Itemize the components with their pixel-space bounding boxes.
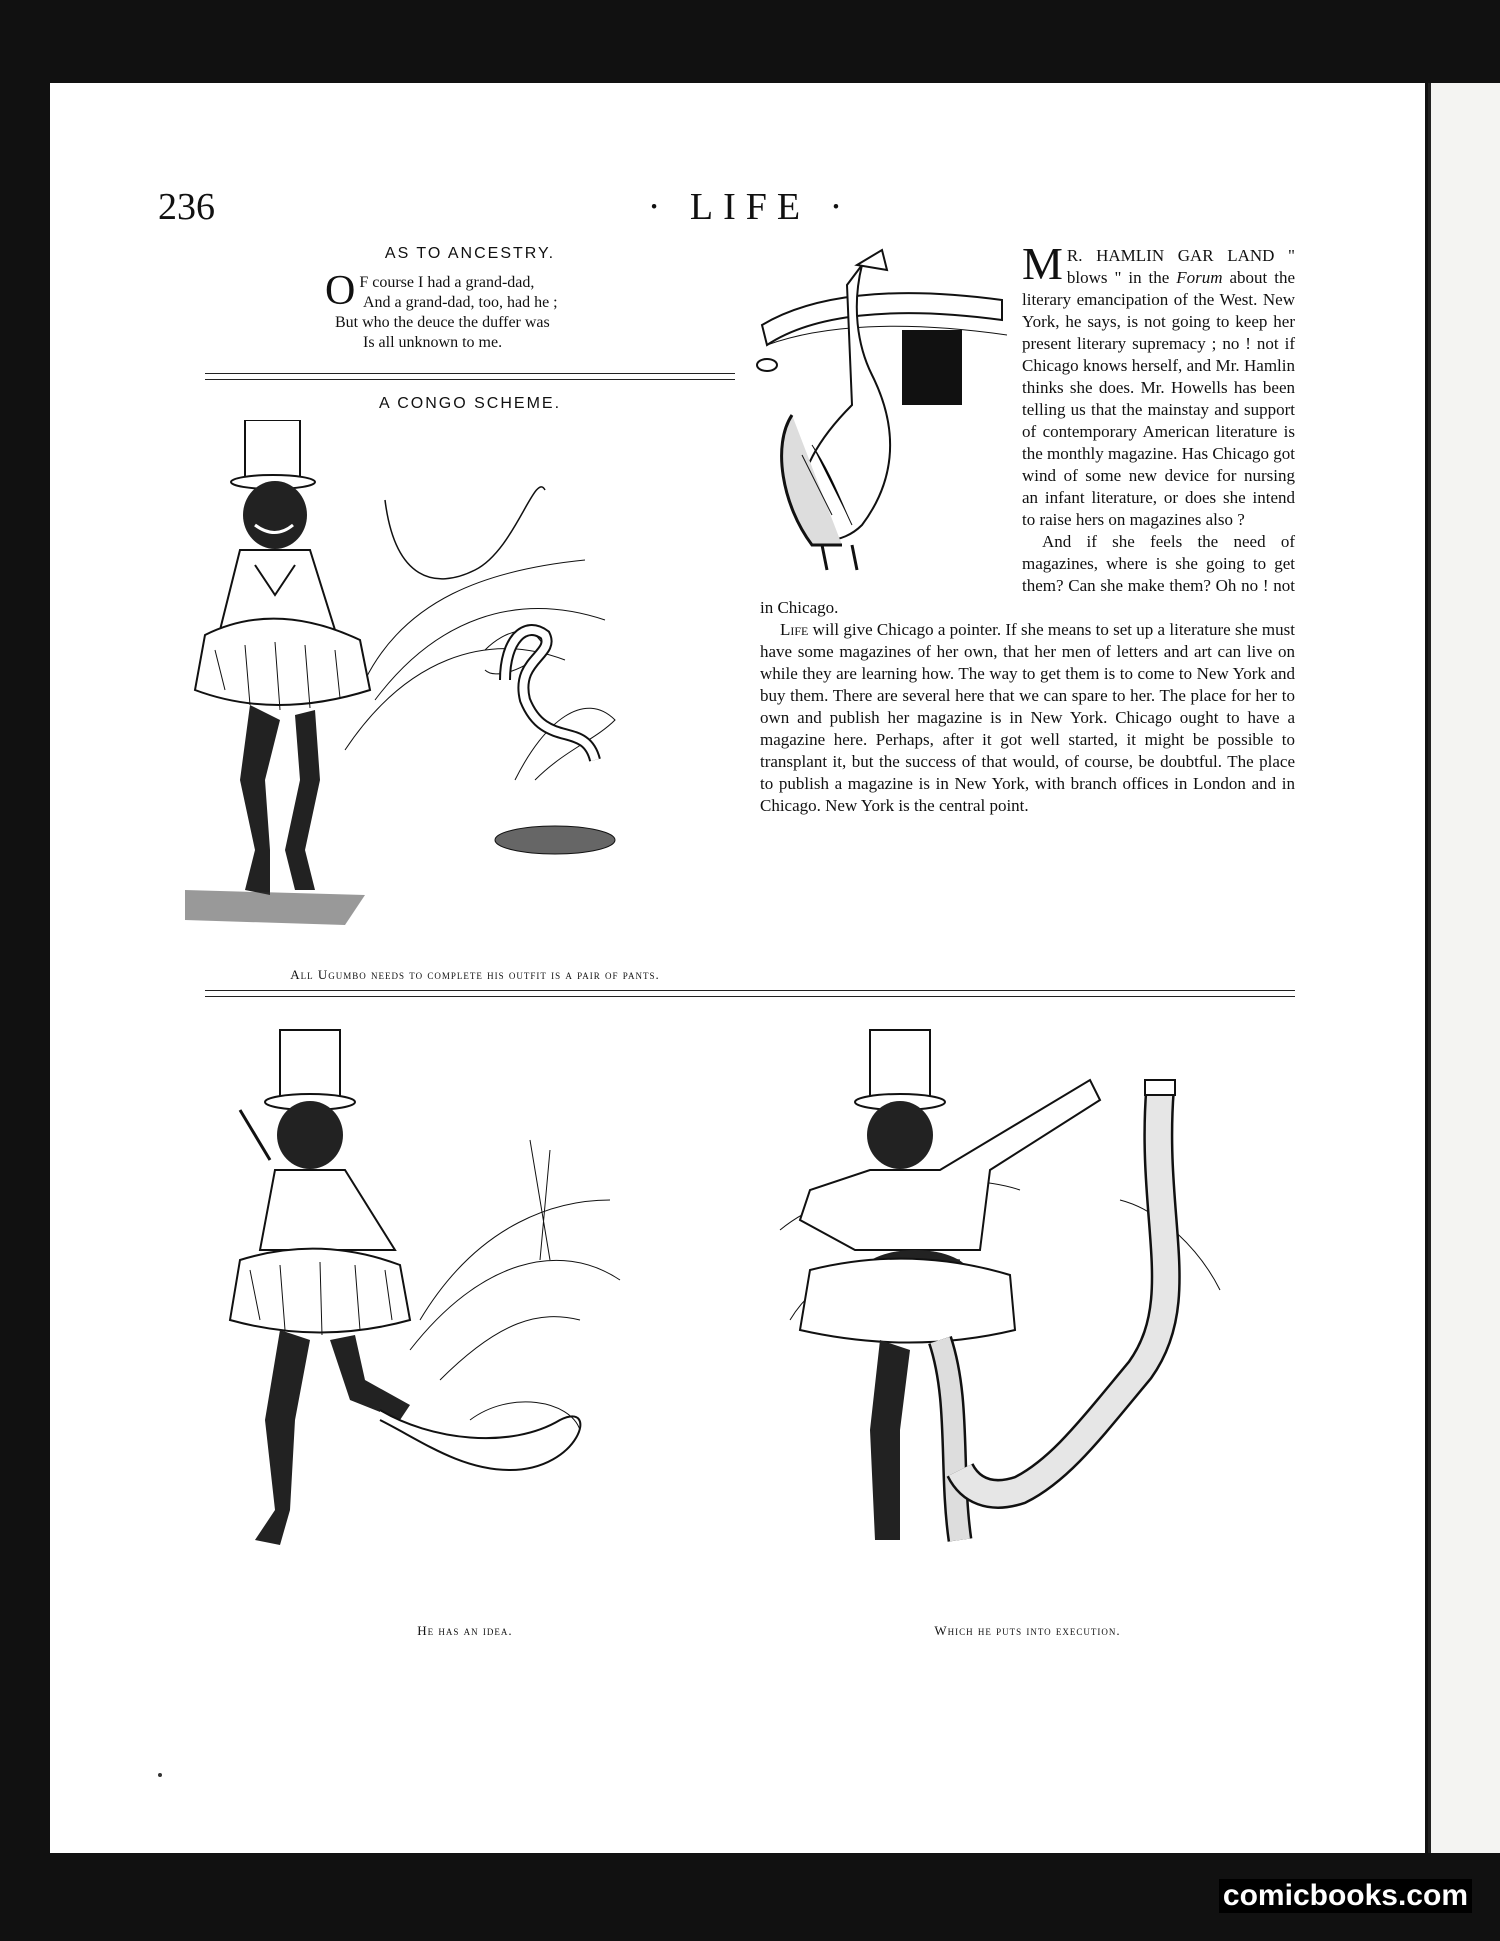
facing-page-edge [1428,83,1500,1853]
poem-dropcap: O [325,268,356,314]
article-dropcap: M [1022,238,1063,289]
illustration-ugumbo-standing [185,420,730,930]
page-number: 236 [158,186,215,228]
illustration-pelican-with-banners [752,245,1012,575]
page-header [0,185,1500,235]
illustration-ugumbo-with-knife [180,1020,740,1610]
page-speck [158,1773,162,1777]
section-divider [205,990,1295,997]
caption-3: Which he puts into execution. [934,1623,1121,1638]
masthead-title: · LIFE · [647,186,853,228]
poem-line: But who the deuce the duffer was [335,314,550,331]
poem-section [205,245,735,353]
poem-body [325,268,735,353]
article-paragraph-3: Life will give Chicago a pointer. If she means to set up a literature she must have some magazines of her own, that her men of letters and art can live on while they are learning how. The way to get them is to come to New York and buy them. There are several here that we can spare to her. The place for her to own and publish her magazine is in New York. Chicago ought to have a magazine here. Perhaps, after it got well started, it might be possible to transplant it, but the success of that would, of course, be doubtful. The place to publish a magazine is in New York, with branch offices in London and in Chicago. New York is the central point. [760,620,1295,815]
poem-line: F course I had a grand-dad, [359,274,535,291]
poem-line: And a grand-dad, too, had he ; [363,294,558,311]
poem-line: Is all unknown to me. [363,334,503,351]
caption-2: He has an idea. [417,1623,513,1638]
article-paragraph-1: M R. HAMLIN GAR LAND " blows " in the Forum about the literary emancipation of the West. New York, he says, is not going to keep her present literary supremacy ; no ! not if Chicago knows herself, and Mr. Hamlin thinks she does. Mr. Howells has been telling us that the mainstay and support of contemporary American literature is the monthly magazine. Has Chicago got wind of some new device for nursing an infant literature, or does she intend to raise hers on magazines also ? [1022,238,1295,529]
poem-title: AS TO ANCESTRY. [384,245,556,262]
article-hamlin-garland [760,238,1295,817]
illustration-ugumbo-wearing-snake [760,1020,1300,1610]
section-divider [205,373,735,380]
article-paragraph-2: And if she feels the need of magazines, where is she going to get them? Can she make them? Oh no ! not in Chicago. [760,532,1295,617]
caption-1: All Ugumbo needs to complete his outfit is a pair of pants. [290,967,660,982]
cartoon-title: A CONGO SCHEME. [378,395,562,412]
site-watermark: comicbooks.com [1219,1879,1472,1913]
